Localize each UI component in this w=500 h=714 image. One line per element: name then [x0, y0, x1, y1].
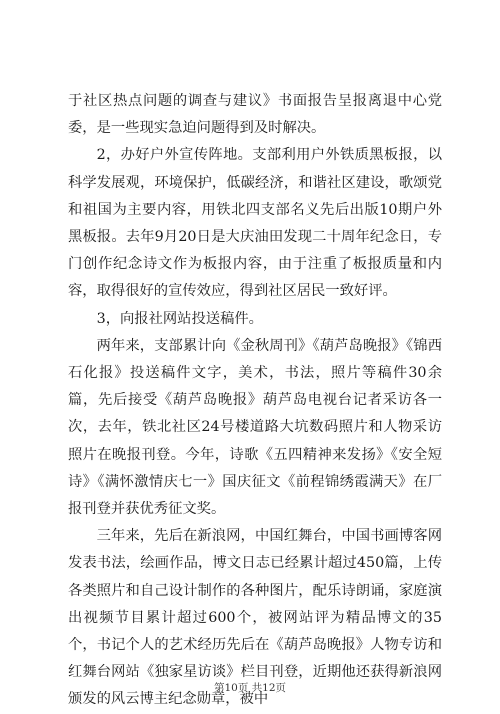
paragraph-2: 2，办好户外宣传阵地。支部利用户外铁质黑板报，以科学发展观，环境保护，低碳经济，和谐社区建设，歌颂党和祖国为主要内容，用铁北四支部名义先后出版10期户外黑板报。去年9月20日是大庆油田发现二十周年纪念日，专门创作纪念诗文作为板报内容，由于注重了板报质量和内容，取得很好的宣传效应，得到社区居民一致好评。: [68, 147, 442, 300]
paragraph-4: 两年来，支部累计向《金秋周刊》《葫芦岛晚报》《锦西石化报》投送稿件文字，美术，书法，照片等稿件30余篇，先后接受《葫芦岛晚报》葫芦岛电视台记者采访各一次，去年，铁北社区24号楼道路大坑数码照片和人物采访照片在晚报刊登。今年，诗歌《五四精神来发扬》《安全短诗》《满怀激情庆七一》国庆征文《前程锦绣霞满天》在厂报刊登并获优秀征文奖。: [68, 337, 442, 518]
document-body: [68, 88, 442, 714]
paragraph-3: 3，向报社网站投送稿件。: [96, 310, 263, 327]
paragraph-5: 三年来，先后在新浪网，中国红舞台，中国书画博客网发表书法，绘画作品，博文日志已经累计超过450篇，上传各类照片和自己设计制作的各种图片，配乐诗朗诵，家庭演出视频节目累计超过600个，被网站评为精品博文的35个，书记个人的艺术经历先后在《葫芦岛晚报》人物专访和红舞台网站《独家星访谈》栏目刊登，近期他还获得新浪网颁发的风云博主纪念勋章，被中: [68, 528, 442, 708]
paragraph-1: 于社区热点问题的调查与建议》书面报告呈报离退中心党委，是一些现实急迫问题得到及时解决。: [68, 93, 442, 137]
page-number-footer: 第10页 共12页: [213, 682, 287, 694]
